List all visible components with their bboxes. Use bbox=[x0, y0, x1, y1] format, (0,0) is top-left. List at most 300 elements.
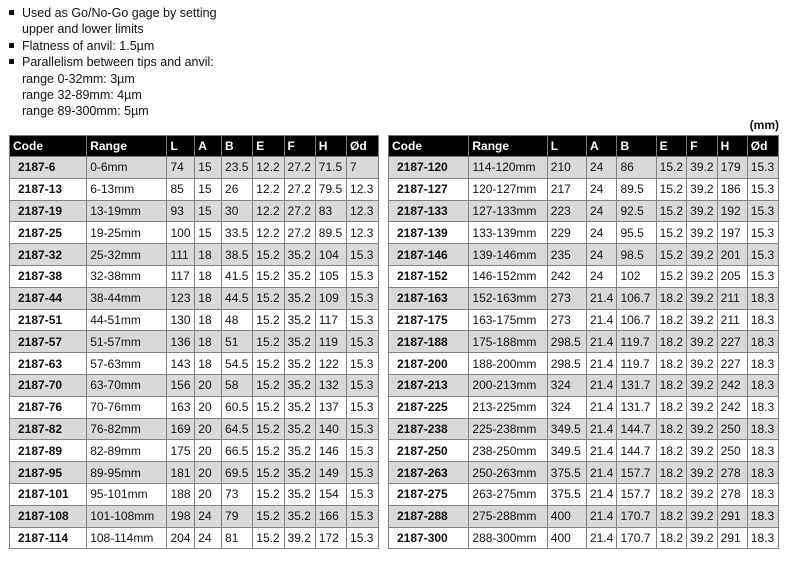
cell-od: 15.3 bbox=[747, 200, 778, 222]
column-header-e: E bbox=[253, 136, 284, 157]
cell-e: 15.2 bbox=[253, 440, 284, 462]
cell-od: 15.3 bbox=[347, 505, 379, 527]
cell-code: 2187-146 bbox=[389, 244, 469, 266]
cell-e: 15.2 bbox=[253, 527, 284, 549]
cell-l: 156 bbox=[167, 374, 195, 396]
cell-l: 198 bbox=[167, 505, 195, 527]
table-row bbox=[389, 353, 779, 375]
cell-l: 181 bbox=[167, 462, 195, 484]
cell-a: 18 bbox=[195, 309, 222, 331]
cell-a: 24 bbox=[586, 178, 617, 200]
cell-e: 15.2 bbox=[253, 265, 284, 287]
cell-range: 127-133mm bbox=[469, 200, 547, 222]
cell-od: 15.3 bbox=[347, 527, 379, 549]
cell-l: 85 bbox=[167, 178, 195, 200]
cell-range: 57-63mm bbox=[87, 353, 167, 375]
spec-note-line: Flatness of anvil: 1.5µm bbox=[22, 38, 155, 53]
table-row bbox=[389, 396, 779, 418]
cell-a: 21.4 bbox=[586, 440, 617, 462]
cell-od: 12.3 bbox=[347, 178, 379, 200]
cell-a: 20 bbox=[195, 462, 222, 484]
cell-f: 35.2 bbox=[284, 483, 315, 505]
cell-b: 69.5 bbox=[222, 462, 253, 484]
cell-range: 175-188mm bbox=[469, 331, 547, 353]
cell-range: 25-32mm bbox=[87, 244, 167, 266]
cell-h: 192 bbox=[717, 200, 747, 222]
cell-range: 188-200mm bbox=[469, 353, 547, 375]
cell-e: 18.2 bbox=[656, 396, 687, 418]
cell-a: 15 bbox=[195, 222, 222, 244]
cell-b: 170.7 bbox=[617, 505, 656, 527]
table-row bbox=[389, 244, 779, 266]
cell-f: 35.2 bbox=[284, 440, 315, 462]
cell-l: 349.5 bbox=[547, 440, 586, 462]
cell-l: 298.5 bbox=[547, 353, 586, 375]
cell-l: 229 bbox=[547, 222, 586, 244]
cell-f: 39.2 bbox=[687, 396, 718, 418]
table-row bbox=[10, 505, 379, 527]
cell-h: 140 bbox=[315, 418, 346, 440]
cell-b: 33.5 bbox=[222, 222, 253, 244]
cell-b: 66.5 bbox=[222, 440, 253, 462]
cell-f: 39.2 bbox=[687, 222, 718, 244]
cell-h: 186 bbox=[717, 178, 747, 200]
cell-b: 64.5 bbox=[222, 418, 253, 440]
cell-a: 21.4 bbox=[586, 483, 617, 505]
cell-code: 2187-152 bbox=[389, 265, 469, 287]
cell-b: 89.5 bbox=[617, 178, 656, 200]
cell-h: 122 bbox=[315, 353, 346, 375]
cell-f: 39.2 bbox=[687, 309, 718, 331]
table-row bbox=[389, 418, 779, 440]
cell-l: 400 bbox=[547, 527, 586, 549]
cell-od: 15.3 bbox=[347, 287, 379, 309]
cell-h: 71.5 bbox=[315, 157, 346, 179]
bullet-icon bbox=[9, 10, 14, 15]
cell-range: 101-108mm bbox=[87, 505, 167, 527]
cell-l: 100 bbox=[167, 222, 195, 244]
cell-e: 12.2 bbox=[253, 157, 284, 179]
cell-h: 250 bbox=[717, 418, 747, 440]
cell-code: 2187-139 bbox=[389, 222, 469, 244]
spec-note-line: range 89-300mm: 5µm bbox=[22, 104, 149, 119]
cell-h: 132 bbox=[315, 374, 346, 396]
cell-l: 273 bbox=[547, 287, 586, 309]
cell-e: 15.2 bbox=[656, 222, 687, 244]
column-header-range: Range bbox=[469, 136, 547, 157]
cell-a: 21.4 bbox=[586, 527, 617, 549]
cell-od: 18.3 bbox=[747, 483, 778, 505]
cell-h: 205 bbox=[717, 265, 747, 287]
cell-b: 106.7 bbox=[617, 309, 656, 331]
bullet-icon bbox=[9, 59, 14, 64]
cell-range: 288-300mm bbox=[469, 527, 547, 549]
cell-l: 136 bbox=[167, 331, 195, 353]
cell-h: 105 bbox=[315, 265, 346, 287]
cell-f: 39.2 bbox=[284, 527, 315, 549]
cell-od: 18.3 bbox=[747, 331, 778, 353]
table-row bbox=[389, 265, 779, 287]
left-spec-table bbox=[9, 135, 379, 549]
column-header-f: F bbox=[284, 136, 315, 157]
cell-l: 188 bbox=[167, 483, 195, 505]
spec-note-line: range 32-89mm: 4µm bbox=[22, 88, 142, 103]
cell-e: 15.2 bbox=[656, 244, 687, 266]
cell-b: 23.5 bbox=[222, 157, 253, 179]
cell-a: 21.4 bbox=[586, 353, 617, 375]
table-row bbox=[389, 200, 779, 222]
cell-e: 18.2 bbox=[656, 374, 687, 396]
column-header-a: A bbox=[195, 136, 222, 157]
cell-b: 51 bbox=[222, 331, 253, 353]
cell-f: 39.2 bbox=[687, 353, 718, 375]
unit-label: (mm) bbox=[749, 118, 779, 132]
cell-e: 18.2 bbox=[656, 462, 687, 484]
cell-code: 2187-38 bbox=[10, 265, 87, 287]
table-row bbox=[10, 374, 379, 396]
cell-code: 2187-163 bbox=[389, 287, 469, 309]
cell-e: 18.2 bbox=[656, 353, 687, 375]
cell-a: 20 bbox=[195, 483, 222, 505]
cell-range: 238-250mm bbox=[469, 440, 547, 462]
cell-code: 2187-89 bbox=[10, 440, 87, 462]
cell-f: 35.2 bbox=[284, 287, 315, 309]
spec-notes-list bbox=[8, 5, 217, 120]
cell-l: 217 bbox=[547, 178, 586, 200]
cell-od: 18.3 bbox=[747, 287, 778, 309]
cell-b: 41.5 bbox=[222, 265, 253, 287]
cell-h: 149 bbox=[315, 462, 346, 484]
cell-f: 39.2 bbox=[687, 440, 718, 462]
cell-a: 15 bbox=[195, 200, 222, 222]
spec-note-line: upper and lower limits bbox=[22, 22, 144, 37]
table-row bbox=[10, 265, 379, 287]
cell-range: 120-127mm bbox=[469, 178, 547, 200]
cell-code: 2187-25 bbox=[10, 222, 87, 244]
cell-f: 39.2 bbox=[687, 178, 718, 200]
cell-a: 21.4 bbox=[586, 396, 617, 418]
cell-a: 24 bbox=[586, 200, 617, 222]
cell-l: 223 bbox=[547, 200, 586, 222]
cell-a: 24 bbox=[586, 265, 617, 287]
cell-h: 278 bbox=[717, 462, 747, 484]
cell-code: 2187-300 bbox=[389, 527, 469, 549]
column-header-b: B bbox=[617, 136, 656, 157]
cell-h: 211 bbox=[717, 309, 747, 331]
cell-h: 137 bbox=[315, 396, 346, 418]
cell-e: 18.2 bbox=[656, 483, 687, 505]
cell-h: 211 bbox=[717, 287, 747, 309]
cell-range: 139-146mm bbox=[469, 244, 547, 266]
cell-l: 324 bbox=[547, 374, 586, 396]
column-header-h: H bbox=[315, 136, 346, 157]
cell-a: 24 bbox=[586, 222, 617, 244]
cell-a: 18 bbox=[195, 353, 222, 375]
cell-b: 92.5 bbox=[617, 200, 656, 222]
cell-a: 21.4 bbox=[586, 309, 617, 331]
cell-b: 26 bbox=[222, 178, 253, 200]
cell-l: 123 bbox=[167, 287, 195, 309]
cell-code: 2187-188 bbox=[389, 331, 469, 353]
table-row bbox=[10, 200, 379, 222]
cell-h: 227 bbox=[717, 331, 747, 353]
cell-l: 375.5 bbox=[547, 462, 586, 484]
cell-code: 2187-225 bbox=[389, 396, 469, 418]
cell-b: 86 bbox=[617, 157, 656, 179]
cell-range: 13-19mm bbox=[87, 200, 167, 222]
table-row bbox=[389, 483, 779, 505]
cell-code: 2187-70 bbox=[10, 374, 87, 396]
cell-range: 76-82mm bbox=[87, 418, 167, 440]
cell-b: 54.5 bbox=[222, 353, 253, 375]
column-header-a: A bbox=[586, 136, 617, 157]
cell-h: 242 bbox=[717, 374, 747, 396]
table-row bbox=[10, 440, 379, 462]
cell-od: 18.3 bbox=[747, 353, 778, 375]
cell-e: 15.2 bbox=[253, 287, 284, 309]
cell-h: 117 bbox=[315, 309, 346, 331]
cell-code: 2187-250 bbox=[389, 440, 469, 462]
cell-a: 24 bbox=[586, 157, 617, 179]
column-header-od: Ød bbox=[747, 136, 778, 157]
column-header-e: E bbox=[656, 136, 687, 157]
table-row bbox=[10, 222, 379, 244]
cell-range: 225-238mm bbox=[469, 418, 547, 440]
cell-h: 83 bbox=[315, 200, 346, 222]
table-header-row bbox=[389, 136, 779, 157]
cell-od: 12.3 bbox=[347, 222, 379, 244]
cell-od: 18.3 bbox=[747, 309, 778, 331]
cell-e: 18.2 bbox=[656, 287, 687, 309]
cell-od: 15.3 bbox=[347, 244, 379, 266]
cell-code: 2187-238 bbox=[389, 418, 469, 440]
cell-f: 35.2 bbox=[284, 374, 315, 396]
cell-e: 18.2 bbox=[656, 331, 687, 353]
cell-e: 15.2 bbox=[253, 353, 284, 375]
cell-code: 2187-82 bbox=[10, 418, 87, 440]
cell-od: 18.3 bbox=[747, 505, 778, 527]
cell-f: 39.2 bbox=[687, 244, 718, 266]
cell-b: 44.5 bbox=[222, 287, 253, 309]
table-row bbox=[389, 157, 779, 179]
cell-b: 131.7 bbox=[617, 396, 656, 418]
table-row bbox=[10, 287, 379, 309]
cell-a: 21.4 bbox=[586, 462, 617, 484]
cell-od: 18.3 bbox=[747, 462, 778, 484]
spec-note bbox=[8, 54, 217, 120]
cell-f: 35.2 bbox=[284, 418, 315, 440]
cell-range: 133-139mm bbox=[469, 222, 547, 244]
cell-h: 179 bbox=[717, 157, 747, 179]
cell-code: 2187-200 bbox=[389, 353, 469, 375]
cell-od: 15.3 bbox=[347, 462, 379, 484]
cell-h: 109 bbox=[315, 287, 346, 309]
cell-e: 18.2 bbox=[656, 440, 687, 462]
table-row bbox=[389, 309, 779, 331]
cell-l: 74 bbox=[167, 157, 195, 179]
cell-range: 44-51mm bbox=[87, 309, 167, 331]
table-row bbox=[389, 287, 779, 309]
cell-h: 89.5 bbox=[315, 222, 346, 244]
cell-e: 15.2 bbox=[253, 418, 284, 440]
cell-l: 349.5 bbox=[547, 418, 586, 440]
table-row bbox=[389, 331, 779, 353]
cell-code: 2187-6 bbox=[10, 157, 87, 179]
column-header-l: L bbox=[167, 136, 195, 157]
table-row bbox=[389, 374, 779, 396]
cell-e: 15.2 bbox=[253, 505, 284, 527]
cell-h: 278 bbox=[717, 483, 747, 505]
cell-a: 18 bbox=[195, 265, 222, 287]
cell-a: 18 bbox=[195, 331, 222, 353]
cell-f: 39.2 bbox=[687, 527, 718, 549]
cell-a: 18 bbox=[195, 244, 222, 266]
cell-h: 197 bbox=[717, 222, 747, 244]
column-header-l: L bbox=[547, 136, 586, 157]
cell-b: 119.7 bbox=[617, 331, 656, 353]
cell-od: 15.3 bbox=[347, 418, 379, 440]
table-row bbox=[389, 222, 779, 244]
cell-range: 108-114mm bbox=[87, 527, 167, 549]
cell-range: 163-175mm bbox=[469, 309, 547, 331]
cell-a: 15 bbox=[195, 178, 222, 200]
cell-f: 27.2 bbox=[284, 157, 315, 179]
cell-range: 250-263mm bbox=[469, 462, 547, 484]
cell-f: 39.2 bbox=[687, 157, 718, 179]
cell-f: 27.2 bbox=[284, 178, 315, 200]
cell-l: 130 bbox=[167, 309, 195, 331]
table-row bbox=[10, 396, 379, 418]
table-row bbox=[10, 309, 379, 331]
cell-code: 2187-19 bbox=[10, 200, 87, 222]
cell-code: 2187-213 bbox=[389, 374, 469, 396]
cell-od: 15.3 bbox=[347, 483, 379, 505]
cell-range: 0-6mm bbox=[87, 157, 167, 179]
column-header-h: H bbox=[717, 136, 747, 157]
cell-l: 143 bbox=[167, 353, 195, 375]
cell-b: 144.7 bbox=[617, 440, 656, 462]
cell-h: 154 bbox=[315, 483, 346, 505]
cell-od: 15.3 bbox=[747, 265, 778, 287]
cell-b: 98.5 bbox=[617, 244, 656, 266]
cell-f: 39.2 bbox=[687, 418, 718, 440]
cell-e: 15.2 bbox=[656, 265, 687, 287]
cell-od: 15.3 bbox=[347, 374, 379, 396]
cell-range: 152-163mm bbox=[469, 287, 547, 309]
cell-e: 15.2 bbox=[656, 178, 687, 200]
cell-f: 39.2 bbox=[687, 331, 718, 353]
cell-range: 89-95mm bbox=[87, 462, 167, 484]
cell-l: 93 bbox=[167, 200, 195, 222]
table-row bbox=[389, 527, 779, 549]
cell-l: 117 bbox=[167, 265, 195, 287]
cell-e: 12.2 bbox=[253, 222, 284, 244]
cell-h: 242 bbox=[717, 396, 747, 418]
cell-code: 2187-108 bbox=[10, 505, 87, 527]
cell-code: 2187-275 bbox=[389, 483, 469, 505]
cell-f: 35.2 bbox=[284, 462, 315, 484]
cell-b: 119.7 bbox=[617, 353, 656, 375]
cell-code: 2187-76 bbox=[10, 396, 87, 418]
cell-f: 39.2 bbox=[687, 505, 718, 527]
cell-e: 15.2 bbox=[253, 462, 284, 484]
cell-b: 102 bbox=[617, 265, 656, 287]
cell-h: 79.5 bbox=[315, 178, 346, 200]
table-row bbox=[389, 440, 779, 462]
cell-code: 2187-175 bbox=[389, 309, 469, 331]
cell-b: 170.7 bbox=[617, 527, 656, 549]
cell-e: 15.2 bbox=[253, 396, 284, 418]
cell-l: 169 bbox=[167, 418, 195, 440]
cell-l: 242 bbox=[547, 265, 586, 287]
cell-e: 12.2 bbox=[253, 178, 284, 200]
cell-f: 27.2 bbox=[284, 200, 315, 222]
cell-f: 39.2 bbox=[687, 287, 718, 309]
cell-a: 20 bbox=[195, 396, 222, 418]
cell-b: 131.7 bbox=[617, 374, 656, 396]
cell-code: 2187-13 bbox=[10, 178, 87, 200]
cell-l: 175 bbox=[167, 440, 195, 462]
table-row bbox=[10, 157, 379, 179]
cell-h: 227 bbox=[717, 353, 747, 375]
table-row bbox=[10, 178, 379, 200]
cell-code: 2187-32 bbox=[10, 244, 87, 266]
cell-code: 2187-44 bbox=[10, 287, 87, 309]
cell-l: 111 bbox=[167, 244, 195, 266]
cell-range: 51-57mm bbox=[87, 331, 167, 353]
right-spec-table bbox=[388, 135, 779, 549]
cell-e: 18.2 bbox=[656, 418, 687, 440]
cell-range: 70-76mm bbox=[87, 396, 167, 418]
cell-code: 2187-114 bbox=[10, 527, 87, 549]
cell-od: 15.3 bbox=[347, 265, 379, 287]
cell-b: 48 bbox=[222, 309, 253, 331]
cell-range: 32-38mm bbox=[87, 265, 167, 287]
cell-f: 39.2 bbox=[687, 462, 718, 484]
column-header-b: B bbox=[222, 136, 253, 157]
cell-e: 15.2 bbox=[253, 331, 284, 353]
cell-a: 15 bbox=[195, 157, 222, 179]
table-row bbox=[10, 527, 379, 549]
cell-e: 15.2 bbox=[253, 483, 284, 505]
cell-code: 2187-63 bbox=[10, 353, 87, 375]
cell-b: 58 bbox=[222, 374, 253, 396]
table-row bbox=[10, 244, 379, 266]
table-row bbox=[10, 483, 379, 505]
cell-a: 21.4 bbox=[586, 418, 617, 440]
cell-h: 201 bbox=[717, 244, 747, 266]
spec-note-line: Used as Go/No-Go gage by setting bbox=[22, 6, 217, 20]
cell-b: 73 bbox=[222, 483, 253, 505]
cell-od: 15.3 bbox=[347, 331, 379, 353]
cell-a: 24 bbox=[586, 244, 617, 266]
cell-f: 35.2 bbox=[284, 505, 315, 527]
cell-code: 2187-127 bbox=[389, 178, 469, 200]
cell-a: 21.4 bbox=[586, 374, 617, 396]
cell-f: 39.2 bbox=[687, 374, 718, 396]
cell-od: 15.3 bbox=[747, 222, 778, 244]
column-header-code: Code bbox=[389, 136, 469, 157]
cell-a: 18 bbox=[195, 287, 222, 309]
cell-h: 119 bbox=[315, 331, 346, 353]
cell-od: 15.3 bbox=[747, 244, 778, 266]
cell-b: 157.7 bbox=[617, 462, 656, 484]
cell-l: 400 bbox=[547, 505, 586, 527]
cell-code: 2187-263 bbox=[389, 462, 469, 484]
table-row bbox=[10, 331, 379, 353]
table-row bbox=[10, 353, 379, 375]
cell-f: 27.2 bbox=[284, 222, 315, 244]
